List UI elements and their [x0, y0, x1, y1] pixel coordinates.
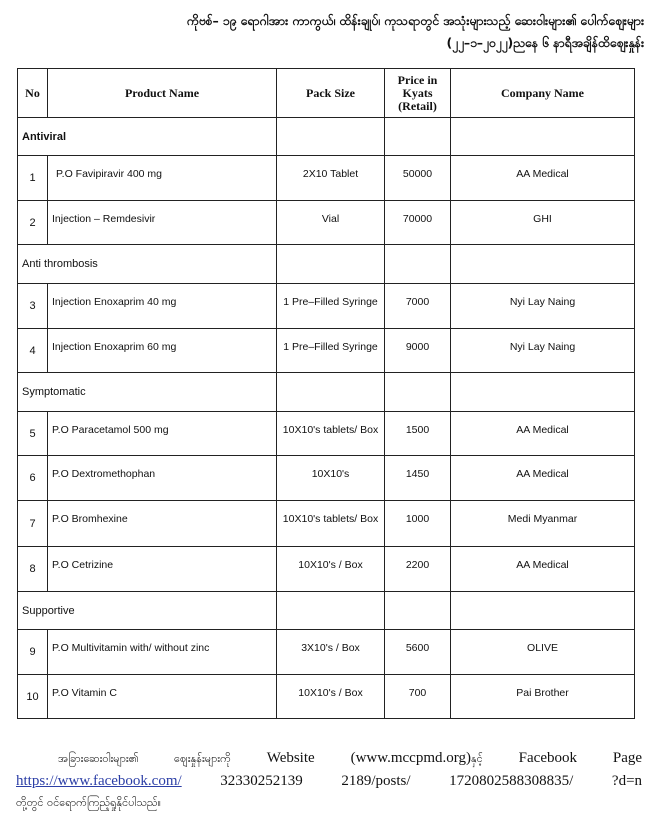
row-number: 4	[18, 329, 48, 373]
price: 1450	[385, 456, 451, 501]
footer-note	[16, 747, 642, 816]
row-number: 2	[18, 201, 48, 245]
footer-text-and: နှင့်	[470, 752, 483, 765]
footer-text-other-medicines: အခြားဆေးဝါးများ၏ ဈေးနှုန်းများကို	[58, 752, 231, 765]
table-row	[18, 284, 635, 329]
row-number: 7	[18, 501, 48, 547]
table-row	[18, 501, 635, 547]
category-row-antiviral	[18, 118, 635, 156]
company-name: AA Medical	[451, 412, 635, 456]
price: 70000	[385, 201, 451, 245]
pack-size: Vial	[277, 201, 385, 245]
facebook-link-part: 32330252139	[220, 773, 303, 789]
table-header-row	[18, 69, 635, 118]
facebook-link-part: 1720802588308835/	[449, 773, 574, 789]
pack-size: 1 Pre–Filled Syringe	[277, 329, 385, 373]
product-name: P.O Dextromethophan	[48, 456, 277, 501]
header-company-name: Company Name	[451, 69, 635, 118]
product-name: P.O Favipiravir 400 mg	[48, 156, 277, 201]
product-name: Injection – Remdesivir	[48, 201, 277, 245]
website-link[interactable]: (www.mccpmd.org)	[350, 750, 471, 766]
product-name: P.O Paracetamol 500 mg	[48, 412, 277, 456]
footer-line-1	[16, 747, 642, 770]
category-label: Supportive	[22, 604, 75, 617]
category-row-symptomatic	[18, 373, 635, 412]
table-row	[18, 201, 635, 245]
footer-website-label: Website	[266, 750, 315, 766]
row-number: 1	[18, 156, 48, 201]
header-price-line-1: Price in	[397, 72, 438, 87]
price-table	[17, 68, 635, 719]
company-name: Nyi Lay Naing	[451, 329, 635, 373]
pack-size: 3X10's / Box	[277, 630, 385, 675]
pack-size: 10X10's tablets/ Box	[277, 412, 385, 456]
price: 50000	[385, 156, 451, 201]
facebook-link[interactable]: https://www.facebook.com/	[16, 773, 182, 789]
table-row	[18, 412, 635, 456]
title-line-2: (၂၂–၁–၂၀၂၂)ညနေ ၆ နာရီအချိန်ထိဈေးနှုန်း	[446, 35, 644, 50]
company-name: Pai Brother	[451, 675, 635, 719]
category-row-antithrombosis	[18, 245, 635, 284]
table-row	[18, 630, 635, 675]
footer-line-2	[16, 770, 642, 793]
company-name: AA Medical	[451, 547, 635, 592]
facebook-link-part: ?d=n	[611, 773, 643, 789]
price: 9000	[385, 329, 451, 373]
price: 2200	[385, 547, 451, 592]
footer-line-3: တို့တွင် ဝင်ရောက်ကြည့်ရှုနိုင်ပါသည်။	[16, 796, 161, 809]
table-row	[18, 675, 635, 719]
price: 700	[385, 675, 451, 719]
product-name: P.O Multivitamin with/ without zinc	[48, 630, 277, 675]
row-number: 5	[18, 412, 48, 456]
header-price-line-3: (Retail)	[398, 98, 437, 113]
header-no: No	[18, 69, 48, 118]
pack-size: 10X10's / Box	[277, 547, 385, 592]
company-name: AA Medical	[451, 156, 635, 201]
category-label: Antiviral	[22, 130, 67, 143]
title-line-1: ကိုဗစ်– ၁၉ ရောဂါအား ကာကွယ်၊ ထိန်းချုပ်၊ ကုသရာတွင် အသုံးများသည့် ဆေးဝါးများ၏ ပေါက်ဈေးများ	[186, 13, 644, 28]
pack-size: 2X10 Tablet	[277, 156, 385, 201]
header-price-line-2: Kyats	[402, 85, 433, 100]
product-name: P.O Cetrizine	[48, 547, 277, 592]
price: 1500	[385, 412, 451, 456]
row-number: 10	[18, 675, 48, 719]
product-name: P.O Bromhexine	[48, 501, 277, 547]
company-name: OLIVE	[451, 630, 635, 675]
category-label: Symptomatic	[22, 386, 86, 398]
table-row	[18, 329, 635, 373]
product-name: Injection Enoxaprim 60 mg	[48, 329, 277, 373]
pack-size: 10X10's tablets/ Box	[277, 501, 385, 547]
table-row	[18, 547, 635, 592]
footer-page-label: Page	[612, 750, 643, 766]
product-name: P.O Vitamin C	[48, 675, 277, 719]
row-number: 3	[18, 284, 48, 329]
header-price	[385, 69, 451, 118]
header-pack-size: Pack Size	[277, 69, 385, 118]
company-name: GHI	[451, 201, 635, 245]
category-row-supportive	[18, 592, 635, 630]
table-row	[18, 156, 635, 201]
pack-size: 10X10's / Box	[277, 675, 385, 719]
row-number: 9	[18, 630, 48, 675]
row-number: 6	[18, 456, 48, 501]
price: 5600	[385, 630, 451, 675]
footer-facebook-label: Facebook	[518, 750, 577, 766]
pack-size: 1 Pre–Filled Syringe	[277, 284, 385, 329]
company-name: AA Medical	[451, 456, 635, 501]
price: 1000	[385, 501, 451, 547]
company-name: Nyi Lay Naing	[451, 284, 635, 329]
category-label: Anti thrombosis	[22, 258, 98, 270]
table-row	[18, 456, 635, 501]
row-number: 8	[18, 547, 48, 592]
pack-size: 10X10's	[277, 456, 385, 501]
company-name: Medi Myanmar	[451, 501, 635, 547]
facebook-link-part: 2189/posts/	[341, 773, 411, 789]
document-title	[14, 10, 644, 54]
product-name: Injection Enoxaprim 40 mg	[48, 284, 277, 329]
price: 7000	[385, 284, 451, 329]
header-product-name: Product Name	[48, 69, 277, 118]
